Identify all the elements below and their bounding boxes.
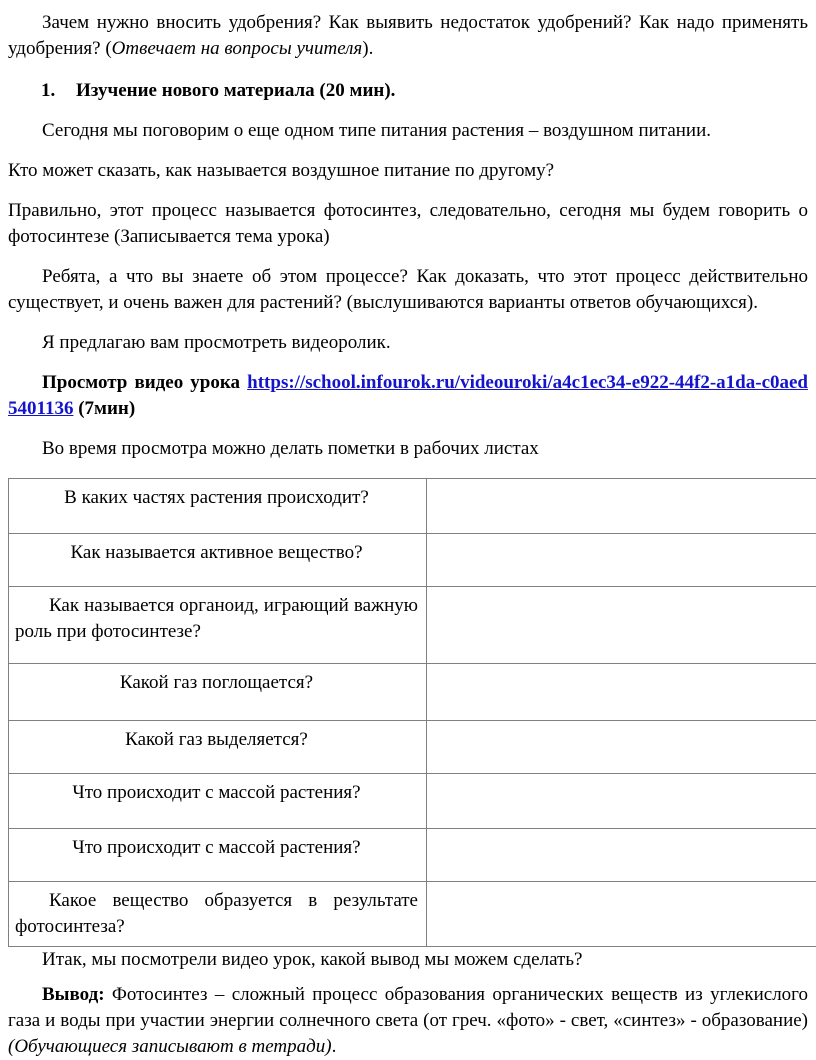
worksheet-answer-cell[interactable] xyxy=(427,479,816,534)
worksheet-answer-cell[interactable] xyxy=(427,587,816,664)
table-row xyxy=(9,882,816,947)
table-row xyxy=(9,774,816,829)
worksheet-answer-cell[interactable] xyxy=(427,721,816,774)
paragraph-today-topic: Сегодня мы поговорим о еще одном типе питания растения – воздушном питании. xyxy=(8,118,808,144)
worksheet-question-cell: Что происходит с массой растения? xyxy=(9,774,427,829)
worksheet-question-cell: Какое вещество образуется в результате фотосинтеза? xyxy=(9,882,427,947)
worksheet-answer-cell[interactable] xyxy=(427,534,816,587)
conclusion-italic-tail: (Обучающиеся записывают в тетради) xyxy=(8,1036,332,1057)
paragraph-video-link-line xyxy=(8,370,808,422)
worksheet-answer-cell[interactable] xyxy=(427,882,816,947)
worksheet-question-cell: В каких частях растения происходит? xyxy=(9,479,427,534)
paragraph-offer-video: Я предлагаю вам просмотреть видеоролик. xyxy=(8,330,808,356)
worksheet-table xyxy=(8,478,816,947)
paragraph-conclusion xyxy=(8,982,808,1060)
video-duration: (7мин) xyxy=(73,398,135,419)
table-row xyxy=(9,479,816,534)
video-lesson-link[interactable]: https://school.infourok.ru/videouroki/a4c1ec34-e922-44f2-a1da-c0aed5401136 xyxy=(8,372,808,419)
worksheet-question-cell: Что происходит с массой растения? xyxy=(9,829,427,882)
fertilizer-questions-text: Зачем нужно вносить удобрения? Как выявить недостаток удобрений? Как надо применять удобрения? ( xyxy=(8,12,808,59)
video-link-label: Просмотр видео урока xyxy=(42,372,247,393)
conclusion-body: Фотосинтез – сложный процесс образования органических веществ из углекислого газа и воды при участии энергии солнечного света (от греч. «фото» - свет, «синтез» - образование) xyxy=(8,984,808,1031)
table-row xyxy=(9,587,816,664)
worksheet-answer-cell[interactable] xyxy=(427,829,816,882)
paragraph-fertilizer-questions xyxy=(8,10,808,62)
table-row xyxy=(9,829,816,882)
paragraph-notes-hint: Во время просмотра можно делать пометки в рабочих листах xyxy=(8,436,808,462)
table-row xyxy=(9,664,816,721)
worksheet-question-cell: Какой газ выделяется? xyxy=(9,721,427,774)
worksheet-answer-cell[interactable] xyxy=(427,664,816,721)
paragraph-correct-answer: Правильно, этот процесс называется фотосинтез, следовательно, сегодня мы будем говорить о фотосинтезе (Записывается тема урока) xyxy=(8,198,808,250)
table-row xyxy=(9,721,816,774)
worksheet-question-cell: Какой газ поглощается? xyxy=(9,664,427,721)
conclusion-period: . xyxy=(332,1036,337,1057)
worksheet-question-cell: Как называется органоид, играющий важную роль при фотосинтезе? xyxy=(9,587,427,664)
fertilizer-questions-italic: Отвечает на вопросы учителя xyxy=(112,38,363,59)
conclusion-label: Вывод: xyxy=(42,984,105,1005)
paragraph-who-can-say: Кто может сказать, как называется воздушное питание по другому? xyxy=(8,158,808,184)
heading-number: 1. xyxy=(41,78,76,104)
table-row xyxy=(9,534,816,587)
heading-new-material xyxy=(8,78,808,104)
fertilizer-questions-tail: ). xyxy=(362,38,373,59)
heading-text: Изучение нового материала (20 мин). xyxy=(76,78,808,104)
paragraph-after-table: Итак, мы посмотрели видео урок, какой вывод мы можем сделать? xyxy=(8,947,808,973)
worksheet-question-cell: Как называется активное вещество? xyxy=(9,534,427,587)
paragraph-guys-question: Ребята, а что вы знаете об этом процессе? Как доказать, что этот процесс действительно существует, и очень важен для растений? (выслушиваются варианты ответов обучающихся). xyxy=(8,264,808,316)
worksheet-answer-cell[interactable] xyxy=(427,774,816,829)
